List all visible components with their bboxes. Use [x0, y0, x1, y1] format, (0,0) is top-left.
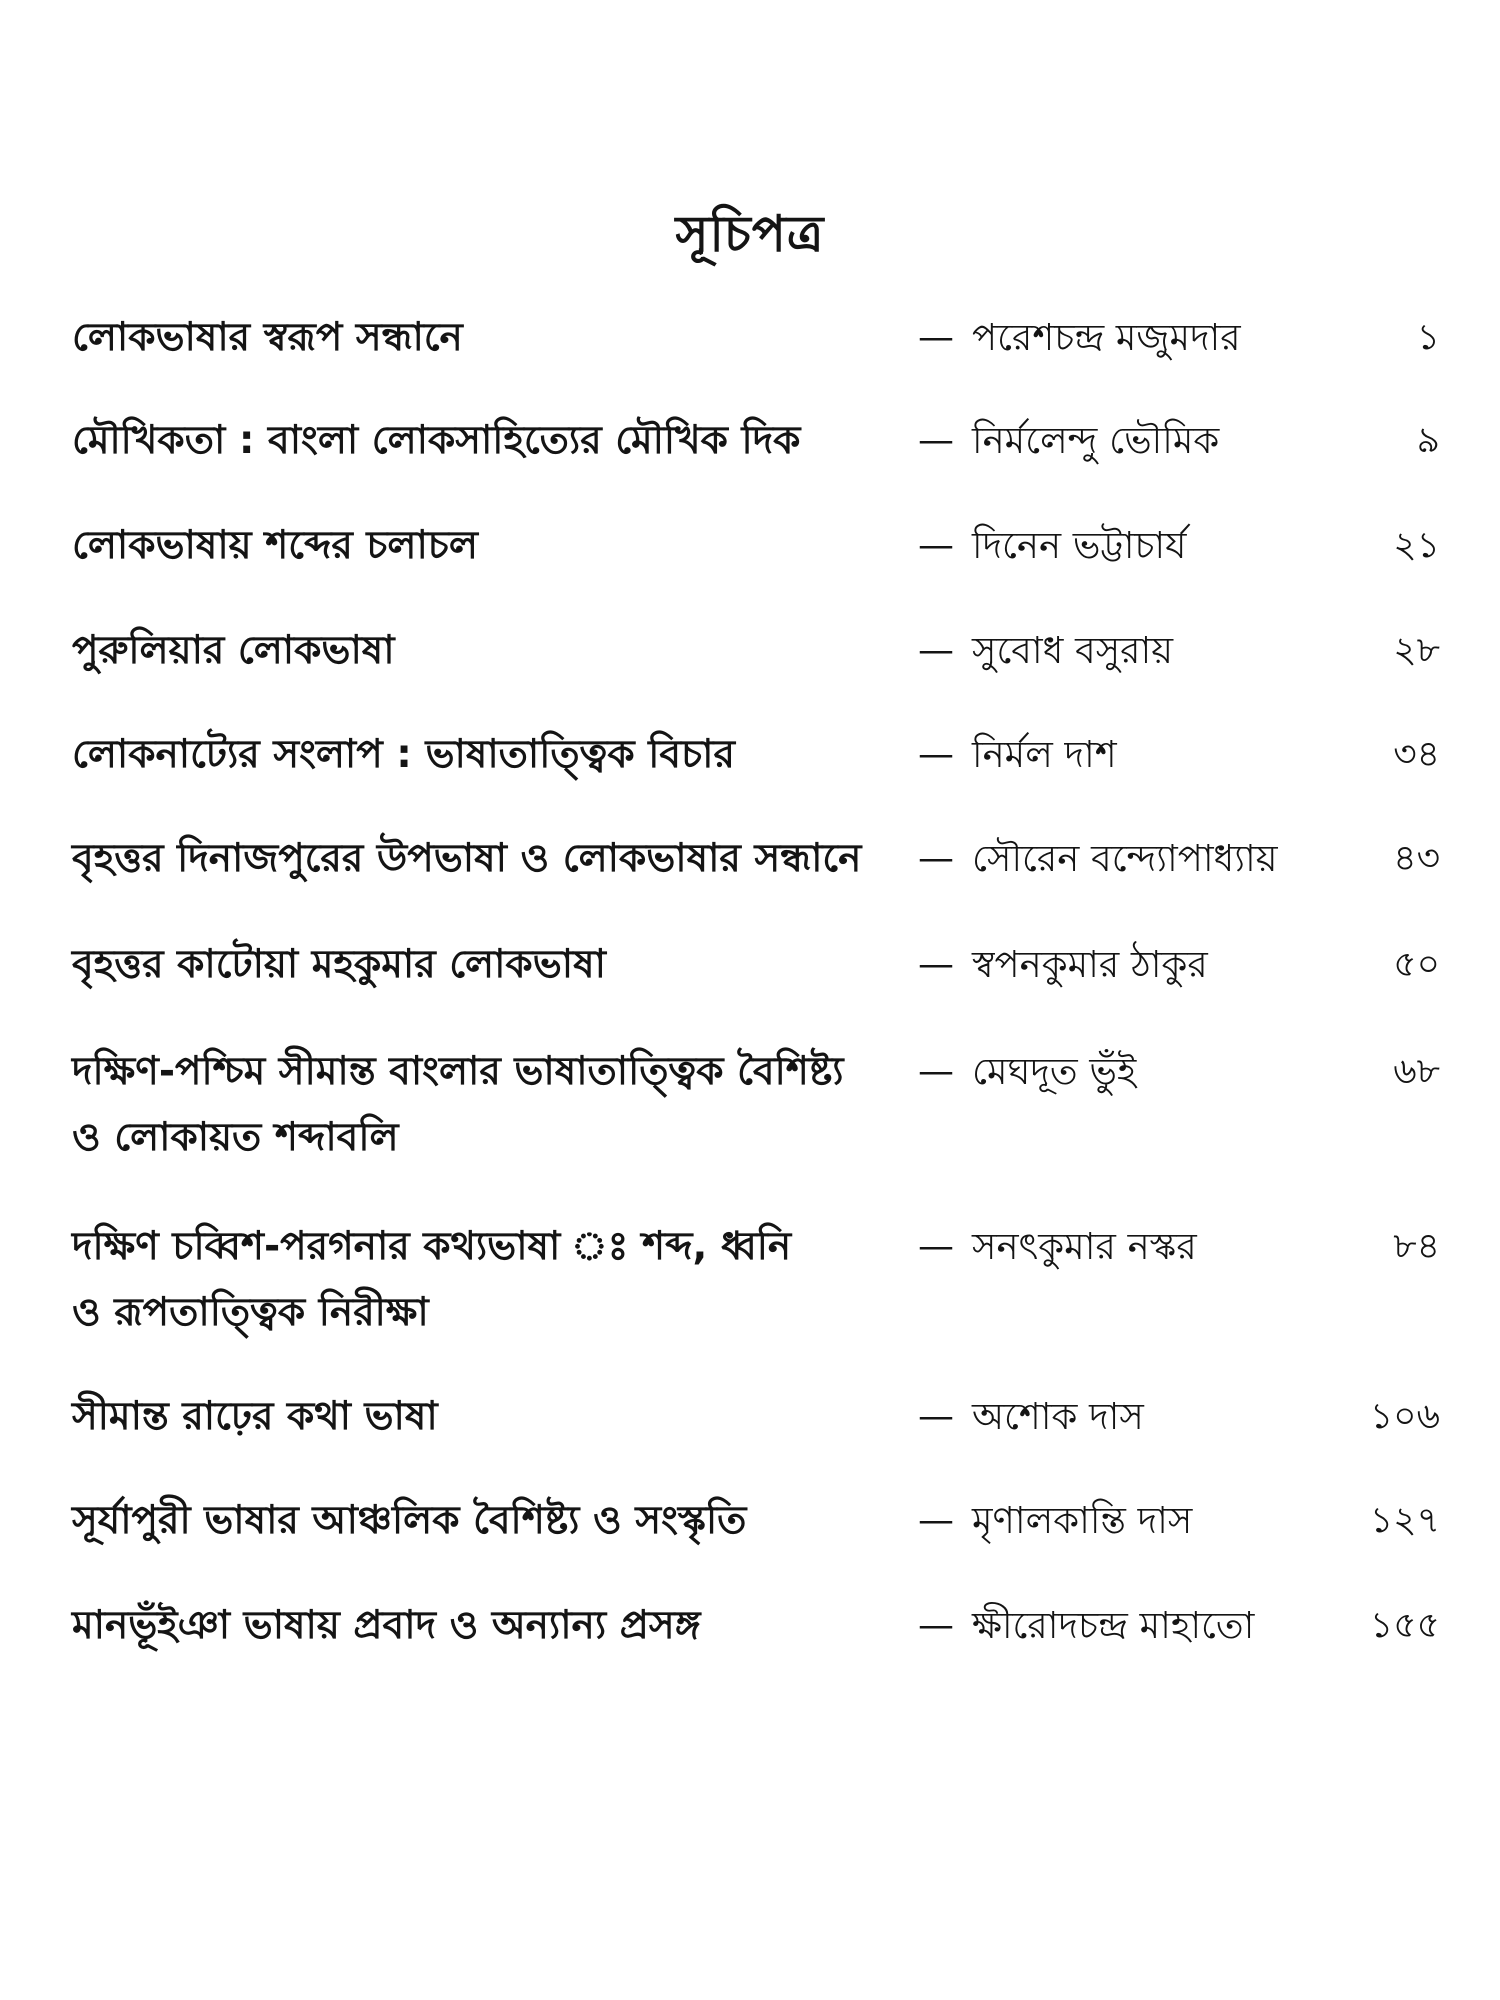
entry-dash: —: [918, 838, 954, 879]
entry-author: সুবোধ বসুরায়: [972, 629, 1174, 672]
entry-author: অশোক দাস: [972, 1395, 1144, 1438]
entry-dash: —: [918, 525, 954, 566]
entry-dash: —: [918, 1605, 954, 1646]
entry-title: [72, 513, 872, 579]
entry-title-line: লোকভাষার স্বরূপ সন্ধানে: [72, 315, 463, 360]
entry-author: নির্মল দাশ: [972, 733, 1117, 776]
entry-title: [72, 826, 872, 892]
entry-author: দিনেন ভট্টাচার্য: [972, 524, 1187, 567]
entry-title-line: ও রূপতাত্ত্বিক নিরীক্ষা: [72, 1290, 429, 1335]
entry-title: [72, 305, 872, 371]
entry-title: [72, 1039, 872, 1171]
page-title: সূচিপত্র: [675, 204, 825, 263]
entry-page-number: ৪৩: [1393, 838, 1440, 879]
entry-dash: —: [918, 1396, 954, 1437]
entry-author: সনৎকুমার নস্কর: [972, 1225, 1197, 1268]
entry-title-line: লোকভাষায় শব্দের চলাচল: [72, 523, 478, 568]
entry-author: সৌরেন বন্দ্যোপাধ্যায়: [972, 837, 1278, 880]
entry-title: [72, 722, 872, 788]
entry-dash: —: [918, 420, 954, 461]
entry-title-line: দক্ষিণ-পশ্চিম সীমান্ত বাংলার ভাষাতাত্ত্বিক বৈশিষ্ট্য: [72, 1049, 844, 1094]
entry-author: স্বপনকুমার ঠাকুর: [972, 943, 1208, 986]
entry-title-line: দক্ষিণ চব্বিশ-পরগনার কথ্যভাষা ঃ শব্দ, ধ্বনি: [72, 1224, 792, 1269]
entry-dash: —: [918, 734, 954, 775]
entry-dash: —: [918, 1500, 954, 1541]
entry-dash: —: [918, 630, 954, 671]
entry-title-line: ও লোকায়ত শব্দাবলি: [72, 1115, 399, 1160]
entry-title-line: বৃহত্তর কাটোয়া মহকুমার লোকভাষা: [72, 942, 606, 987]
entry-page-number: ২৮: [1393, 630, 1440, 671]
entry-dash: —: [918, 317, 954, 358]
entry-title-line: সীমান্ত রাঢ়ের কথা ভাষা: [72, 1394, 438, 1439]
entry-title: [72, 1384, 872, 1450]
entry-page-number: ৯: [1416, 420, 1440, 461]
entry-title-line: সূর্যাপুরী ভাষার আঞ্চলিক বৈশিষ্ট্য ও সংস্কৃতি: [72, 1498, 747, 1543]
entry-dash: —: [918, 1051, 954, 1092]
entry-page-number: ১৫৫: [1369, 1605, 1440, 1646]
entry-title-line: মৌখিকতা : বাংলা লোকসাহিত্যের মৌখিক দিক: [72, 418, 801, 463]
entry-title: [72, 1214, 872, 1346]
entry-dash: —: [918, 944, 954, 985]
entry-page-number: ২১: [1393, 525, 1440, 566]
entry-page-number: ৩৪: [1393, 734, 1440, 775]
entry-author: পরেশচন্দ্র মজুমদার: [972, 316, 1241, 359]
entry-author: মৃণালকান্তি দাস: [972, 1499, 1193, 1542]
entry-page-number: ১২৭: [1369, 1500, 1440, 1541]
entry-title-line: লোকনাট্যের সংলাপ : ভাষাতাত্ত্বিক বিচার: [72, 732, 735, 777]
entry-title: [72, 1593, 872, 1659]
entry-title-line: বৃহত্তর দিনাজপুরের উপভাষা ও লোকভাষার সন্ধানে: [72, 836, 862, 881]
entry-page-number: ১: [1416, 317, 1440, 358]
entry-author: নির্মলেন্দু ভৌমিক: [972, 419, 1220, 462]
entry-title: [72, 1488, 872, 1554]
entry-title-line: পুরুলিয়ার লোকভাষা: [72, 628, 395, 673]
entry-title-line: মানভূঁইঞা ভাষায় প্রবাদ ও অন্যান্য প্রসঙ্গ: [72, 1603, 701, 1648]
entry-page-number: ৬৮: [1393, 1051, 1440, 1092]
entry-title: [72, 618, 872, 684]
entry-title: [72, 932, 872, 998]
entry-title: [72, 408, 872, 474]
entry-page-number: ১০৬: [1369, 1396, 1440, 1437]
entry-author: মেঘদূত ভুঁই: [972, 1050, 1137, 1093]
entry-author: ক্ষীরোদচন্দ্র মাহাতো: [972, 1604, 1255, 1647]
entry-dash: —: [918, 1226, 954, 1267]
entry-page-number: ৫০: [1393, 944, 1440, 985]
entry-page-number: ৮৪: [1393, 1226, 1440, 1267]
